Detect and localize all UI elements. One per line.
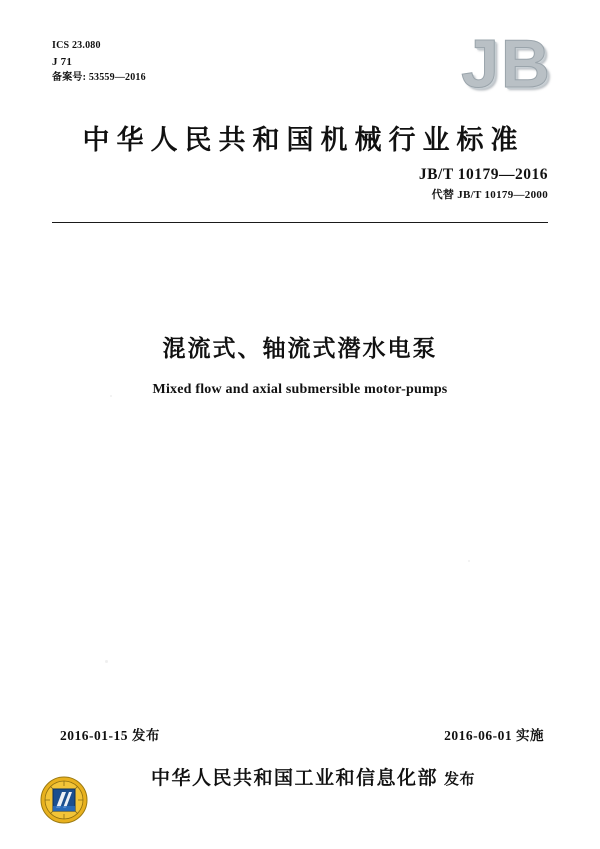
document-title-cn: 混流式、轴流式潜水电泵	[162, 336, 438, 361]
scan-speck	[110, 395, 112, 397]
scan-speck	[105, 660, 108, 663]
classification-code: J 71	[52, 56, 73, 68]
implementation-date: 2016-06-01 实施	[444, 728, 544, 743]
replaces-code: 代替 JB/T 10179—2000	[431, 189, 548, 201]
header-divider	[52, 222, 548, 223]
publisher-line	[0, 763, 600, 790]
scan-speck	[468, 560, 470, 562]
ics-number: ICS 23.080	[52, 40, 101, 51]
jb-logo: JB	[461, 26, 552, 102]
publisher-suffix: 发布	[444, 772, 476, 788]
standard-code: JB/T 10179—2016	[418, 166, 548, 183]
document-title-en: Mixed flow and axial submersible motor-pumps	[152, 382, 448, 397]
publisher-name: 中华人民共和国工业和信息化部	[150, 768, 438, 789]
ministry-emblem-icon	[40, 776, 88, 824]
record-number: 备案号: 53559—2016	[52, 72, 146, 83]
issue-date: 2016-01-15 发布	[60, 728, 160, 743]
standard-series-title: 中华人民共和国机械行业标准	[82, 125, 525, 155]
cover-metadata	[52, 38, 146, 86]
standard-code-block	[419, 165, 548, 204]
